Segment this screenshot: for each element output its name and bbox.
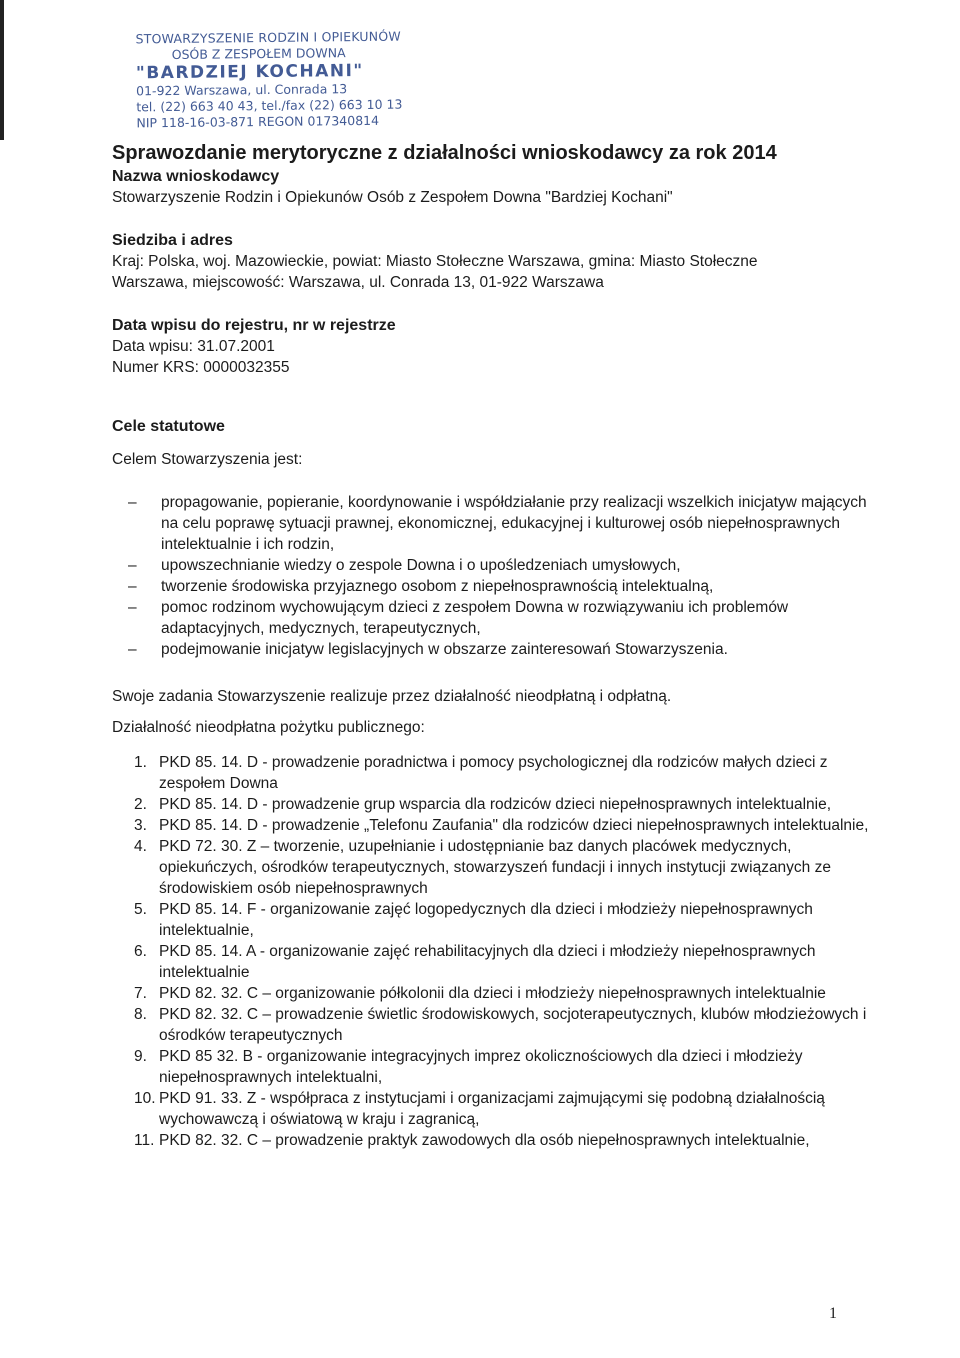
- organization-stamp: [135, 28, 403, 132]
- goals-section: [112, 416, 872, 660]
- pkd-number: 6.: [134, 943, 147, 960]
- pkd-text: PKD 85. 14. F - organizowanie zajęć logopedycznych dla dzieci i młodzieży niepełnosprawnych intelektualnie,: [159, 901, 813, 939]
- pkd-text: PKD 85. 14. D - prowadzenie grup wsparcia dla rodziców dzieci niepełnosprawnych intelektualnie,: [159, 796, 832, 813]
- pkd-item: [134, 1046, 872, 1088]
- stamp-line-2: OSÓB Z ZESPOŁEM DOWNA: [171, 45, 346, 62]
- applicant-section: [112, 166, 872, 208]
- applicant-label: Nazwa wnioskodawcy: [112, 168, 280, 185]
- pkd-number: 8.: [134, 1006, 147, 1023]
- pkd-text: PKD 85. 14. A - organizowanie zajęć rehabilitacyjnych dla dzieci i młodzieży niepełnosprawnych intelektualnie: [159, 943, 816, 981]
- goals-intro: Celem Stowarzyszenia jest:: [112, 451, 303, 468]
- stamp-line-3: "BARDZIEJ KOCHANI": [135, 60, 364, 84]
- pkd-text: PKD 82. 32. C – prowadzenie świetlic środowiskowych, socjoterapeutycznych, klubów młodzieżowych i ośrodków terapeutycznych: [159, 1006, 867, 1044]
- page-number: 1: [829, 1305, 837, 1322]
- pkd-text: PKD 82. 32. C – prowadzenie praktyk zawodowych dla osób niepełnosprawnych intelektualnie,: [159, 1132, 810, 1149]
- pkd-number: 4.: [134, 838, 147, 855]
- stamp-line-4: 01-922 Warszawa, ul. Conrada 13: [136, 81, 348, 99]
- pkd-item: [134, 983, 872, 1004]
- pkd-list: [112, 752, 872, 1151]
- pkd-item: [134, 794, 872, 815]
- pkd-text: PKD 85. 14. D - prowadzenie poradnictwa i pomocy psychologicznej dla rodziców małych dzieci z zespołem Downa: [159, 754, 828, 792]
- registry-section: [112, 315, 872, 378]
- registry-date: Data wpisu: 31.07.2001: [112, 338, 275, 355]
- pkd-item: [134, 941, 872, 983]
- document-body: [112, 140, 872, 1151]
- pkd-text: PKD 82. 32. C – organizowanie półkolonii dla dzieci i młodzieży niepełnosprawnych intelektualnie: [159, 985, 826, 1002]
- pkd-item: [134, 1088, 872, 1130]
- address-label: Siedziba i adres: [112, 232, 233, 249]
- pkd-text: PKD 72. 30. Z – tworzenie, uzupełnianie i udostępnianie baz danych placówek medycznych, opiekuńczych, ośrodków terapeutycznych, stowarzyszeń fundacji i innych instytucji związanych ze środowiskiem osób niepełnosprawnych: [159, 838, 831, 897]
- pkd-text: PKD 85. 14. D - prowadzenie „Telefonu Zaufania" dla rodziców dzieci niepełnosprawnych intelektualnie,: [159, 817, 869, 834]
- goals-label: Cele statutowe: [112, 418, 225, 435]
- document-title: Sprawozdanie merytoryczne z działalności wnioskodawcy za rok 2014: [112, 142, 777, 164]
- goal-item: – tworzenie środowiska przyjaznego osobom z niepełnosprawnością intelektualną,: [112, 576, 872, 597]
- pkd-item: [134, 752, 872, 794]
- goal-item: – podejmowanie inicjatyw legislacyjnych w obszarze zainteresowań Stowarzyszenia.: [112, 639, 872, 660]
- goal-item: – pomoc rodzinom wychowującym dzieci z zespołem Downa w rozwiązywaniu ich problemów adaptacyjnych, medycznych, terapeutycznych,: [112, 597, 872, 639]
- address-section: [112, 230, 872, 293]
- pkd-text: PKD 91. 33. Z - współpraca z instytucjami i organizacjami zajmującymi się podobną działalnością wychowawczą i oświatową w kraju i zagranicą,: [159, 1090, 825, 1128]
- pkd-text: PKD 85 32. B - organizowanie integracyjnych imprez okolicznościowych dla dzieci i młodzieży niepełnosprawnych intelektualni,: [159, 1048, 803, 1086]
- scan-edge: [0, 0, 4, 140]
- goals-list: [112, 492, 872, 660]
- goal-item: – propagowanie, popieranie, koordynowanie i współdziałanie przy realizacji wszelkich inicjatyw mających na celu poprawę sytuacji prawnej, ekonomicznej, edukacyjnej i kulturowej osób niepełnosprawnych intelektualnie i ich rodzin,: [112, 492, 872, 555]
- pkd-item: [134, 899, 872, 941]
- address-line-1: Kraj: Polska, woj. Mazowieckie, powiat: Miasto Stołeczne Warszawa, gmina: Miasto Stołeczne: [112, 253, 758, 270]
- goal-item: – upowszechnianie wiedzy o zespole Downa i o upośledzeniach umysłowych,: [112, 555, 872, 576]
- pkd-number: 5.: [134, 901, 147, 918]
- pkd-number: 11.: [134, 1132, 155, 1149]
- pkd-number: 2.: [134, 796, 147, 813]
- pkd-item: [134, 1130, 872, 1151]
- activity-text-1: Swoje zadania Stowarzyszenie realizuje przez działalność nieodpłatną i odpłatną.: [112, 688, 672, 705]
- pkd-number: 1.: [134, 754, 147, 771]
- pkd-item: [134, 815, 872, 836]
- applicant-value: Stowarzyszenie Rodzin i Opiekunów Osób z Zespołem Downa "Bardziej Kochani": [112, 189, 673, 206]
- pkd-item: [134, 836, 872, 899]
- activity-section: [112, 686, 872, 1151]
- pkd-item: [134, 1004, 872, 1046]
- registry-krs: Numer KRS: 0000032355: [112, 359, 290, 376]
- address-line-2: Warszawa, miejscowość: Warszawa, ul. Conrada 13, 01-922 Warszawa: [112, 274, 604, 291]
- pkd-number: 10.: [134, 1090, 156, 1107]
- pkd-number: 9.: [134, 1048, 147, 1065]
- activity-text-2: Działalność nieodpłatna pożytku publicznego:: [112, 719, 425, 736]
- pkd-number: 7.: [134, 985, 147, 1002]
- stamp-line-1: STOWARZYSZENIE RODZIN I OPIEKUNÓW: [135, 28, 401, 47]
- registry-label: Data wpisu do rejestru, nr w rejestrze: [112, 317, 396, 334]
- pkd-number: 3.: [134, 817, 147, 834]
- stamp-line-5: tel. (22) 663 40 43, tel./fax (22) 663 10 13: [136, 96, 403, 115]
- stamp-line-6: NIP 118-16-03-871 REGON 017340814: [136, 112, 380, 131]
